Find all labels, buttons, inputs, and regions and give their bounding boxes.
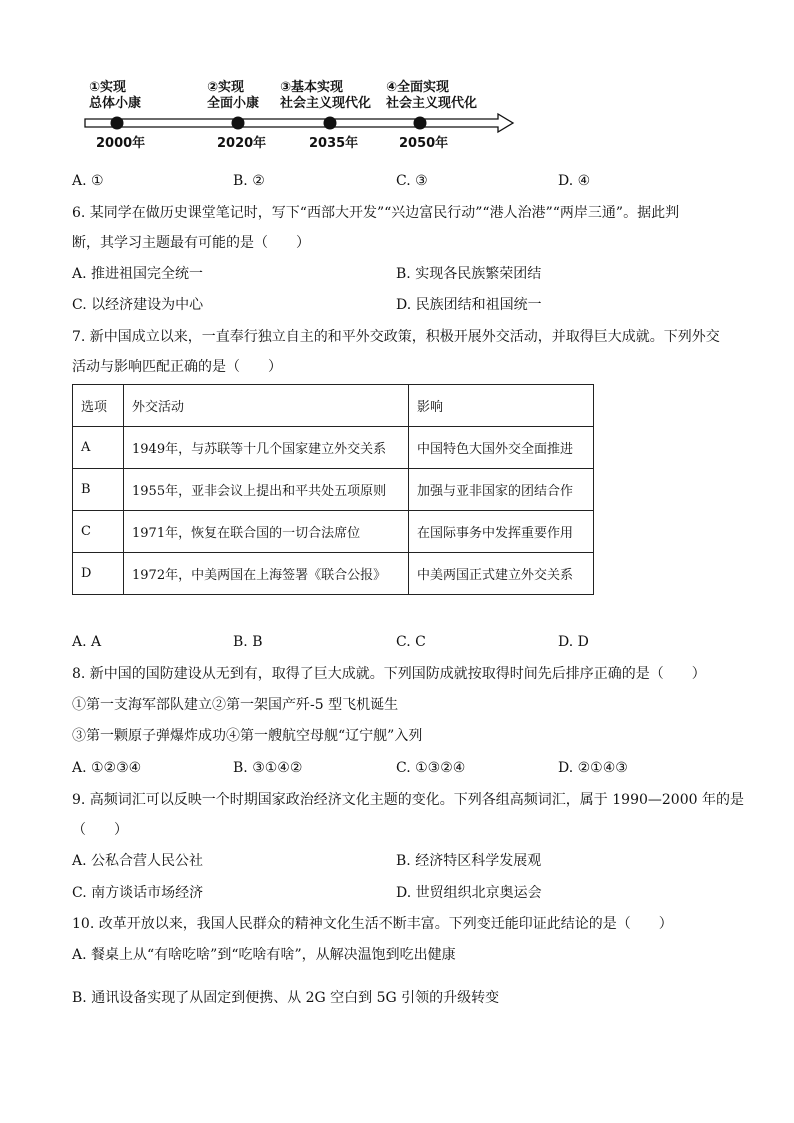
timeline-year-2035: 2035年	[309, 136, 359, 151]
q7-option-c[interactable]: C. C	[396, 634, 426, 650]
q10-stem: 10. 改革开放以来，我国人民群众的精神文化生活不断丰富。下列变迁能印证此结论的是（ ）	[72, 916, 673, 932]
table-cell: A	[73, 427, 124, 469]
timeline-dot-2035	[324, 117, 337, 130]
q6-option-c[interactable]: C. 以经济建设为中心	[72, 297, 204, 313]
q6-option-d[interactable]: D. 民族团结和祖国统一	[396, 297, 542, 313]
q7-stem-line2: 活动与影响匹配正确的是（ ）	[72, 359, 282, 375]
table-cell: C	[73, 511, 124, 553]
q10-option-a[interactable]: A. 餐桌上从“有啥吃啥”到“吃啥有啥”，从解决温饱到吃出健康	[72, 947, 456, 963]
table-cell: D	[73, 553, 124, 595]
q9-stem-line1: 9. 高频词汇可以反映一个时期国家政治经济文化主题的变化。下列各组高频词汇，属于 1990—2000 年的是	[72, 792, 744, 808]
q10-option-b[interactable]: B. 通讯设备实现了从固定到便携、从 2G 空白到 5G 引领的升级转变	[72, 990, 500, 1006]
timeline-stage-4-label: ④全面实现 社会主义现代化	[386, 80, 478, 111]
q5-option-c[interactable]: C. ③	[396, 173, 428, 189]
table-cell: 1955年，亚非会议上提出和平共处五项原则	[124, 469, 409, 511]
timeline-stage-3-label: ③基本实现 社会主义现代化	[280, 80, 372, 111]
table-header-cell: 影响	[409, 385, 594, 427]
q8-items-line2: ③第一颗原子弹爆炸成功④第一艘航空母舰“辽宁舰”入列	[72, 728, 423, 744]
q6-stem-line1: 6. 某同学在做历史课堂笔记时，写下“西部大开发”“兴边富民行动”“港人治港”“两岸三通”。据此判	[72, 205, 680, 221]
table-row	[73, 469, 594, 511]
q7-option-a[interactable]: A. A	[72, 634, 102, 650]
table-cell: 1972年，中美两国在上海签署《联合公报》	[124, 553, 409, 595]
table-header-row	[73, 385, 594, 427]
q7-diplomacy-table	[72, 384, 594, 595]
q8-option-a[interactable]: A. ①②③④	[72, 760, 142, 776]
q5-option-d[interactable]: D. ④	[558, 173, 591, 189]
table-cell: 1971年，恢复在联合国的一切合法席位	[124, 511, 409, 553]
timeline-year-2050: 2050年	[399, 136, 449, 151]
q7-option-d[interactable]: D. D	[558, 634, 589, 650]
q8-option-d[interactable]: D. ②①④③	[558, 760, 628, 776]
q9-option-c[interactable]: C. 南方谈话市场经济	[72, 885, 204, 901]
timeline-dot-2050	[414, 117, 427, 130]
table-header-cell: 选项	[73, 385, 124, 427]
table-header-cell: 外交活动	[124, 385, 409, 427]
q9-option-d[interactable]: D. 世贸组织北京奥运会	[396, 885, 542, 901]
timeline-year-2000: 2000年	[96, 136, 146, 151]
timeline-dot-2020	[232, 117, 245, 130]
q9-stem-line2: （ ）	[72, 822, 128, 838]
q5-option-b[interactable]: B. ②	[233, 173, 265, 189]
table-row	[73, 511, 594, 553]
timeline-stage-1-label: ①实现 总体小康	[89, 80, 142, 111]
table-cell: B	[73, 469, 124, 511]
timeline-dot-2000	[111, 117, 124, 130]
table-cell: 加强与亚非国家的团结合作	[409, 469, 594, 511]
q6-option-b[interactable]: B. 实现各民族繁荣团结	[396, 266, 542, 282]
table-row	[73, 427, 594, 469]
table-row	[73, 553, 594, 595]
table-cell: 1949年，与苏联等十几个国家建立外交关系	[124, 427, 409, 469]
q9-option-a[interactable]: A. 公私合营人民公社	[72, 853, 204, 869]
q6-stem-line2: 断，其学习主题最有可能的是（ ）	[72, 235, 310, 251]
q6-option-a[interactable]: A. 推进祖国完全统一	[72, 266, 204, 282]
q8-stem: 8. 新中国的国防建设从无到有，取得了巨大成就。下列国防成就按取得时间先后排序正确的是（ ）	[72, 666, 706, 682]
q7-stem-line1: 7. 新中国成立以来，一直奉行独立自主的和平外交政策，积极开展外交活动，并取得巨大成就。下列外交	[72, 329, 720, 345]
table-cell: 中美两国正式建立外交关系	[409, 553, 594, 595]
q5-option-a[interactable]: A. ①	[72, 173, 104, 189]
q8-option-c[interactable]: C. ①③②④	[396, 760, 466, 776]
timeline-year-2020: 2020年	[217, 136, 267, 151]
table-cell: 在国际事务中发挥重要作用	[409, 511, 594, 553]
q8-items-line1: ①第一支海军部队建立②第一架国产歼-5 型飞机诞生	[72, 697, 399, 713]
q9-option-b[interactable]: B. 经济特区科学发展观	[396, 853, 542, 869]
q8-option-b[interactable]: B. ③①④②	[233, 760, 303, 776]
q7-option-b[interactable]: B. B	[233, 634, 263, 650]
timeline-stage-2-label: ②实现 全面小康	[207, 80, 260, 111]
table-cell: 中国特色大国外交全面推进	[409, 427, 594, 469]
